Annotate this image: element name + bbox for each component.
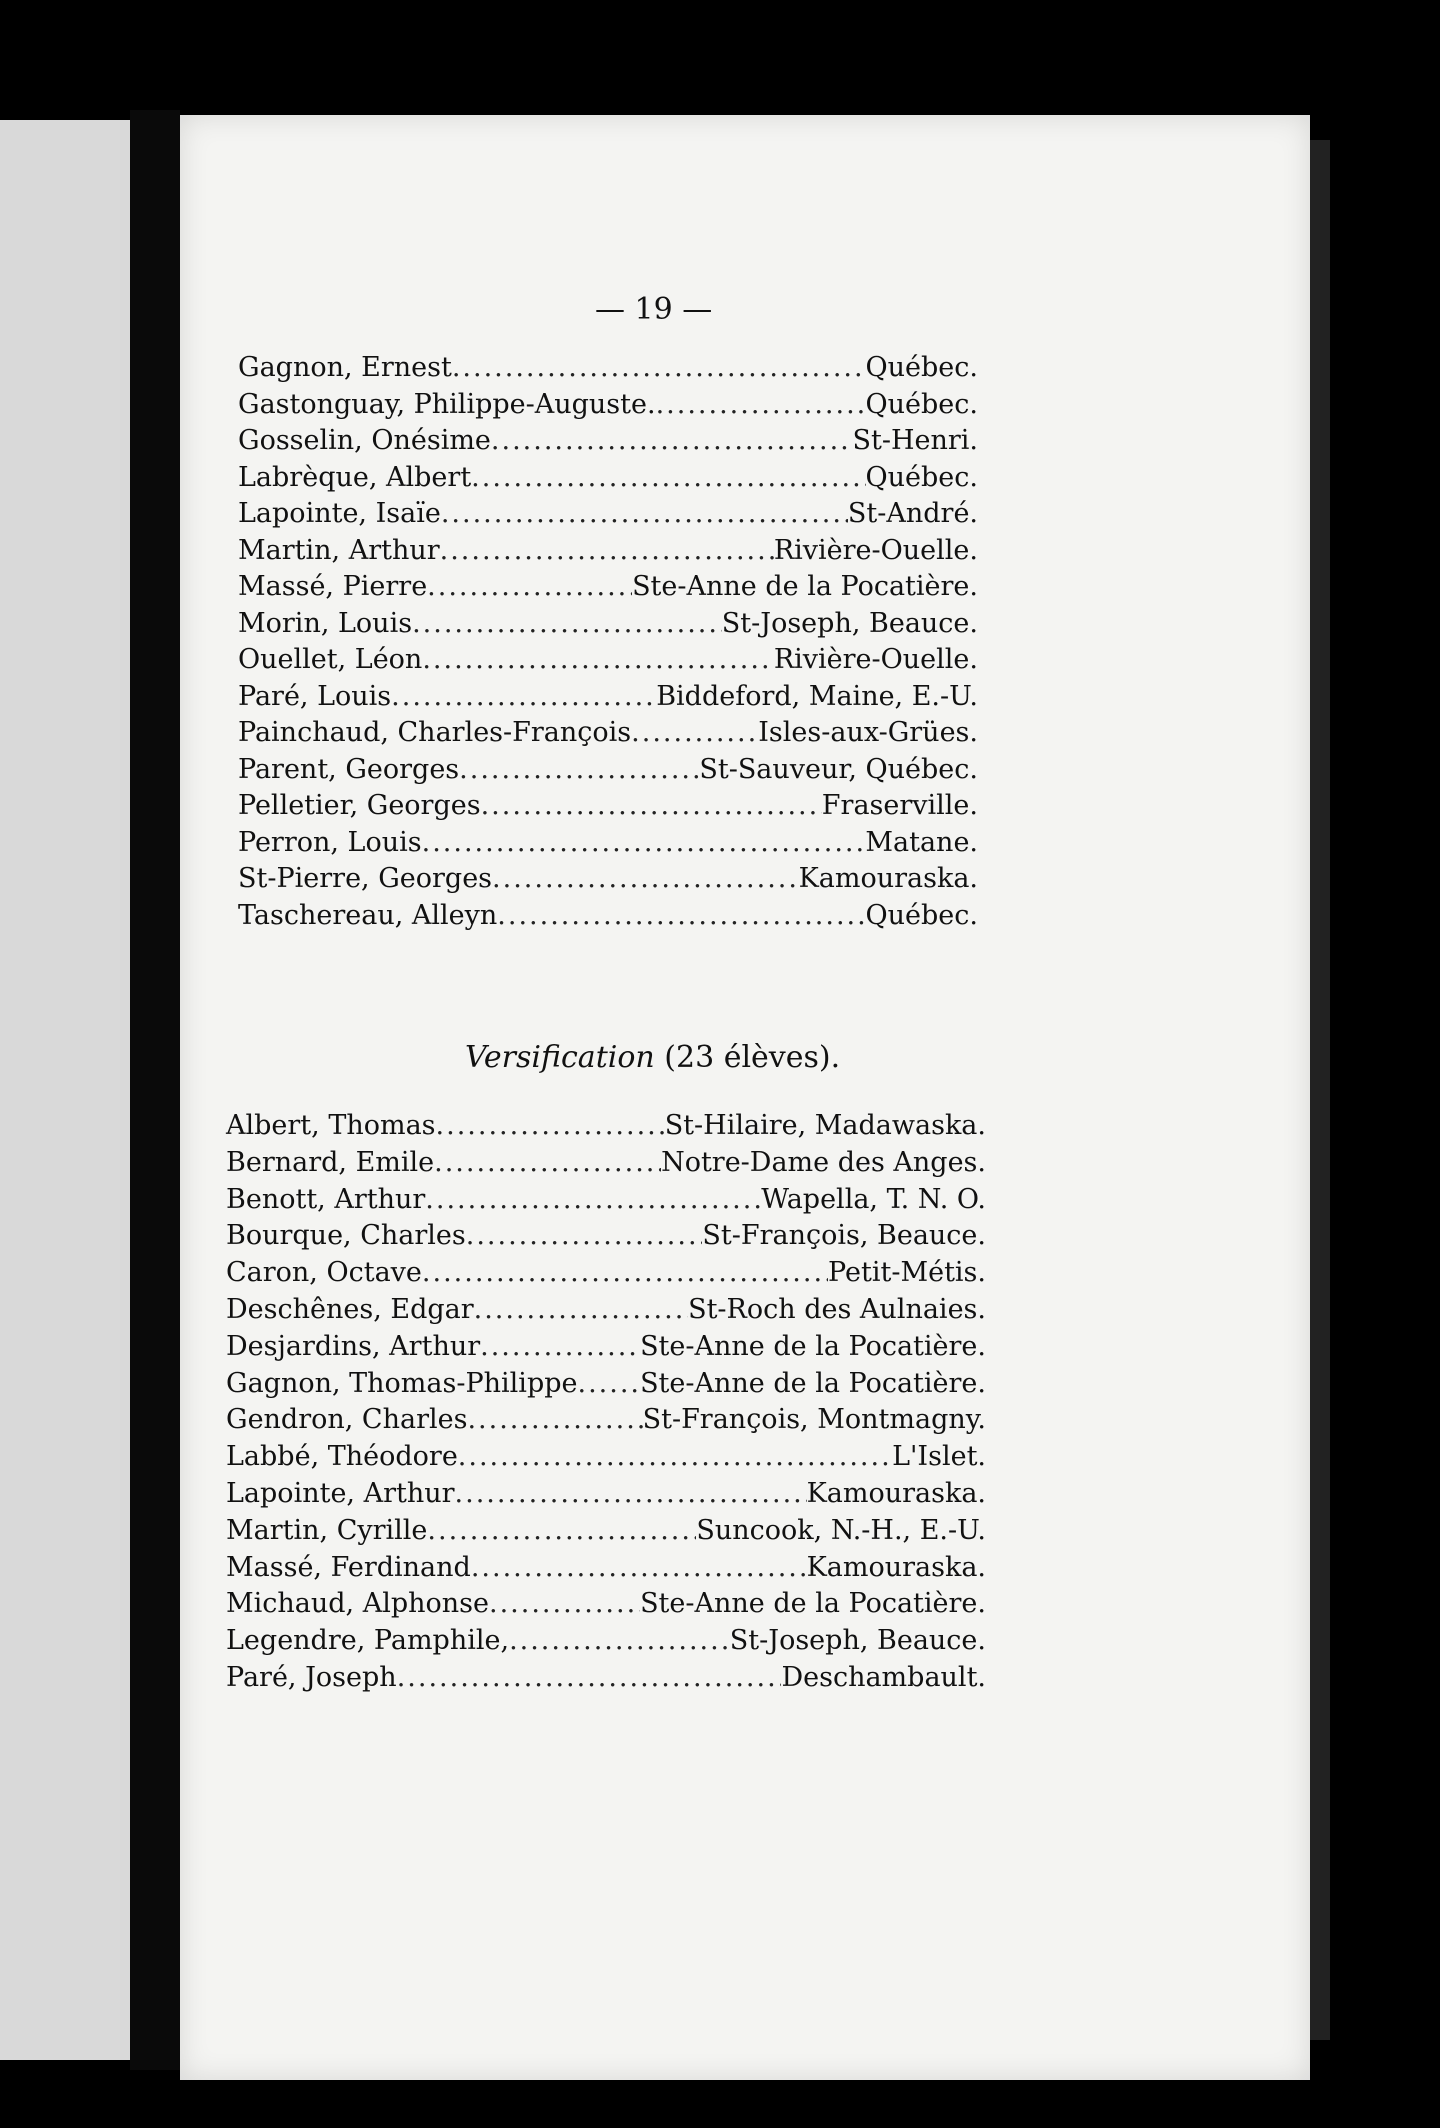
dot-leader xyxy=(497,898,865,934)
dot-leader xyxy=(397,1660,782,1696)
list-item xyxy=(226,1108,986,1144)
hometown: Rivière-Ouelle. xyxy=(773,644,978,675)
student-name: Ouellet, Léon xyxy=(238,644,423,675)
hometown: St-Henri. xyxy=(852,425,978,456)
list-item xyxy=(226,1255,986,1291)
page-number: — 19 — xyxy=(595,292,713,327)
student-name: Martin, Cyrille xyxy=(226,1514,428,1546)
dot-leader xyxy=(471,1550,807,1586)
hometown: St-François, Beauce. xyxy=(702,1220,986,1252)
student-name: Gastonguay, Philippe-Auguste. xyxy=(238,388,656,420)
hometown: Rivière-Ouelle. xyxy=(773,534,978,566)
student-name: Benott, Arthur xyxy=(226,1183,426,1215)
student-name: Deschênes, Edgar xyxy=(226,1294,474,1325)
hometown: Québec. xyxy=(865,461,978,493)
list-item xyxy=(238,788,978,824)
section-title-versification xyxy=(465,1040,885,1075)
list-item xyxy=(226,1623,986,1659)
hometown: Québec. xyxy=(865,899,978,931)
student-name: Gagnon, Ernest xyxy=(238,352,452,383)
dot-leader xyxy=(425,1182,761,1218)
list-item xyxy=(226,1439,986,1475)
dot-leader xyxy=(391,679,656,715)
list-item xyxy=(226,1660,986,1696)
student-name: Labbé, Théodore xyxy=(226,1441,458,1473)
dot-leader xyxy=(481,788,822,824)
dot-leader xyxy=(491,423,853,459)
student-name: St-Pierre, Georges xyxy=(238,863,493,894)
list-item xyxy=(238,423,978,459)
dot-leader xyxy=(412,606,722,642)
list-item xyxy=(226,1476,986,1512)
dot-leader xyxy=(578,1366,641,1402)
dot-leader xyxy=(452,350,866,386)
list-item xyxy=(226,1182,986,1218)
list-item xyxy=(238,861,978,897)
student-name: Martin, Arthur xyxy=(238,534,440,566)
dot-leader xyxy=(631,715,758,751)
dot-leader xyxy=(466,1218,703,1254)
list-item xyxy=(238,715,978,751)
dot-leader xyxy=(440,533,774,569)
hometown: Suncook, N.-H., E.-U. xyxy=(696,1514,986,1546)
dot-leader xyxy=(458,1439,892,1475)
list-item xyxy=(238,752,978,788)
student-name: Perron, Louis xyxy=(238,826,422,858)
student-name: Pelletier, Georges xyxy=(238,790,481,821)
hometown: St-Joseph, Beauce. xyxy=(721,607,978,639)
dot-leader xyxy=(436,1108,665,1144)
list-item xyxy=(238,496,978,532)
dot-leader xyxy=(422,825,866,861)
hometown: L'Islet. xyxy=(892,1441,986,1473)
list-item xyxy=(238,460,978,496)
student-name: Bourque, Charles xyxy=(226,1220,466,1252)
hometown: St-André. xyxy=(847,498,978,529)
dot-leader xyxy=(471,460,865,496)
list-item xyxy=(226,1586,986,1622)
dot-leader xyxy=(474,1292,688,1328)
list-item xyxy=(226,1402,986,1438)
list-item xyxy=(226,1366,986,1402)
hometown: Québec. xyxy=(865,352,978,383)
hometown: Fraserville. xyxy=(821,790,978,821)
list-item xyxy=(226,1513,986,1549)
hometown: Isles-aux-Grües. xyxy=(758,717,978,748)
hometown: St-Roch des Aulnaies. xyxy=(688,1294,986,1325)
student-name: Painchaud, Charles-François xyxy=(238,717,632,748)
student-name: Morin, Louis xyxy=(238,607,413,639)
hometown: St-François, Montmagny. xyxy=(642,1404,986,1436)
student-name: Lapointe, Isaïe xyxy=(238,498,441,529)
list-item xyxy=(226,1218,986,1254)
list-item xyxy=(226,1550,986,1586)
hometown: Wapella, T. N. O. xyxy=(761,1183,986,1215)
list-item xyxy=(238,350,978,386)
student-name: Albert, Thomas xyxy=(226,1110,436,1141)
dot-leader xyxy=(434,1145,661,1181)
hometown: Ste-Anne de la Pocatière. xyxy=(632,571,978,602)
dot-leader xyxy=(459,752,699,788)
list-item xyxy=(238,825,978,861)
student-name: Taschereau, Alleyn xyxy=(238,899,498,931)
adjacent-page-edge xyxy=(0,120,130,2060)
hometown: Petit-Métis. xyxy=(828,1257,986,1289)
hometown: Ste-Anne de la Pocatière. xyxy=(640,1330,986,1362)
hometown: Deschambault. xyxy=(781,1662,986,1693)
hometown: Kamouraska. xyxy=(806,1478,986,1509)
list-item xyxy=(238,533,978,569)
student-name: Legendre, Pamphile, xyxy=(226,1625,510,1657)
student-name: Gagnon, Thomas-Philippe xyxy=(226,1367,578,1399)
dot-leader xyxy=(489,1586,640,1622)
hometown: St-Joseph, Beauce. xyxy=(729,1625,986,1657)
list-item xyxy=(238,898,978,934)
student-name: Gosselin, Onésime xyxy=(238,425,491,456)
student-name: Lapointe, Arthur xyxy=(226,1478,455,1509)
student-name: Massé, Ferdinand xyxy=(226,1551,471,1583)
list-item xyxy=(238,642,978,678)
student-name: Bernard, Emile xyxy=(226,1146,435,1178)
list-item xyxy=(238,679,978,715)
dot-leader xyxy=(422,1255,828,1291)
hometown: St-Hilaire, Madawaska. xyxy=(664,1110,986,1141)
dot-leader xyxy=(492,861,799,897)
hometown: Québec. xyxy=(865,388,978,420)
list-item xyxy=(238,606,978,642)
hometown: Ste-Anne de la Pocatière. xyxy=(640,1367,986,1399)
page-edge xyxy=(1310,140,1330,2040)
dot-leader xyxy=(422,642,773,678)
list-item xyxy=(226,1292,986,1328)
list-item xyxy=(238,387,978,423)
student-name: Labrèque, Albert xyxy=(238,461,472,493)
list-item xyxy=(226,1329,986,1365)
list-item xyxy=(226,1145,986,1181)
hometown: Matane. xyxy=(865,826,978,858)
hometown: Kamouraska. xyxy=(798,863,978,894)
section-student-count: (23 élèves). xyxy=(664,1040,841,1075)
student-name: Paré, Joseph xyxy=(226,1662,397,1693)
list-item xyxy=(238,569,978,605)
student-name: Desjardins, Arthur xyxy=(226,1330,481,1362)
student-name: Paré, Louis xyxy=(238,680,392,712)
hometown: Notre-Dame des Anges. xyxy=(661,1146,986,1178)
dot-leader xyxy=(656,387,866,423)
dot-leader xyxy=(427,569,632,605)
hometown: Ste-Anne de la Pocatière. xyxy=(640,1588,986,1620)
student-name: Parent, Georges xyxy=(238,753,460,785)
dot-leader xyxy=(467,1402,642,1438)
hometown: Biddeford, Maine, E.-U. xyxy=(656,680,978,712)
hometown: Kamouraska. xyxy=(806,1551,986,1583)
dot-leader xyxy=(480,1329,640,1365)
hometown: St-Sauveur, Québec. xyxy=(699,753,978,785)
dot-leader xyxy=(427,1513,696,1549)
student-name: Gendron, Charles xyxy=(226,1404,468,1436)
student-name: Massé, Pierre xyxy=(238,571,428,602)
student-name: Caron, Octave xyxy=(226,1257,422,1289)
dot-leader xyxy=(455,1476,807,1512)
dot-leader xyxy=(509,1623,730,1659)
section-title-label: Versification xyxy=(465,1040,655,1075)
book-spine xyxy=(130,110,180,2070)
student-name: Michaud, Alphonse xyxy=(226,1588,490,1620)
dot-leader xyxy=(441,496,848,532)
